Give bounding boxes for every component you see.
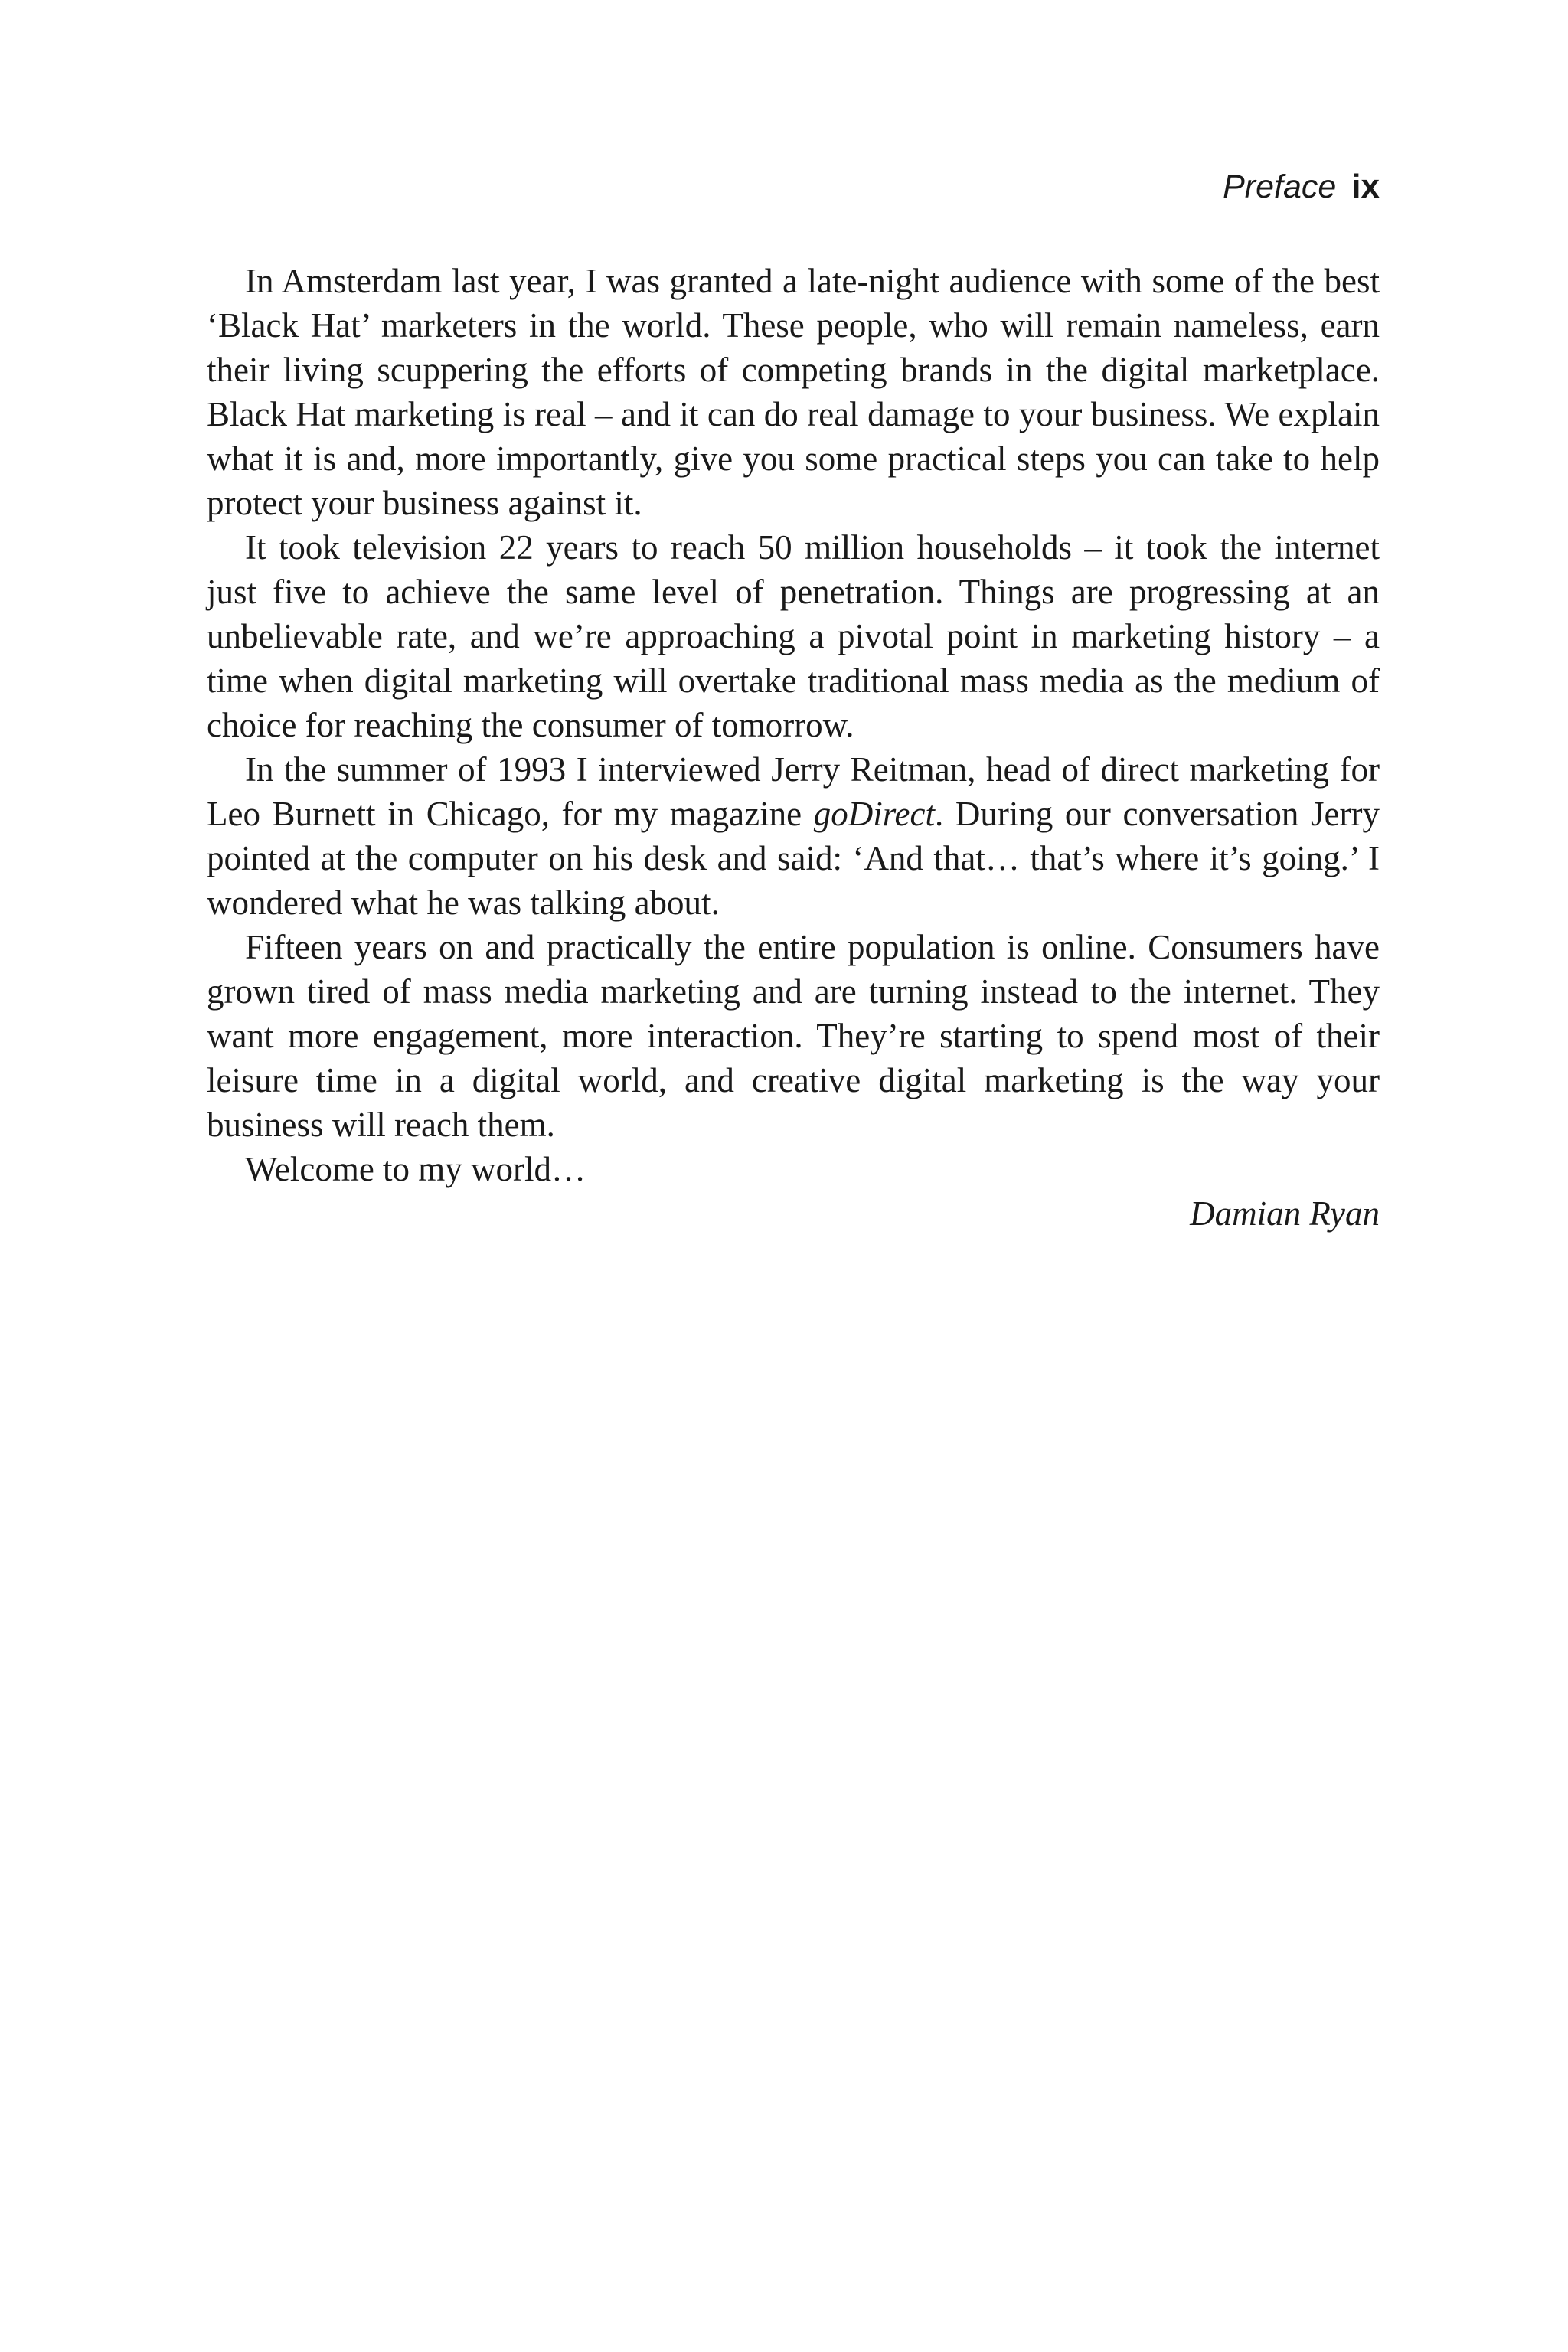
paragraph-black-hat: In Amsterdam last year, I was granted a late-night audience with some of the best ‘Black Hat’ marketers in the world. These people, who will remain nameless, earn their living scuppering the efforts of competing brands in the digital marketplace. Black Hat marketing is real – and it can do real damage to your business. We explain what it is and, more importantly, give you some practical steps you can take to help protect your business against it. [207, 262, 1380, 522]
running-head [1223, 170, 1380, 204]
paragraph-interview-before: In the summer of 1993 I interviewed Jerry Reitman, head of direct marketing for Leo Burnett in Chicago, for my magazine [207, 750, 1380, 833]
page-number: ix [1351, 168, 1380, 205]
paragraph-television: It took television 22 years to reach 50 million households – it took the internet just five to achieve the same level of penetration. Things are progressing at an unbelievable rate, and we’re approaching a pivotal point in marketing history – a time when digital marketing will overtake traditional mass media as the medium of choice for reaching the consumer of tomorrow. [207, 528, 1380, 744]
magazine-title: goDirect [813, 795, 935, 833]
paragraph-welcome: Welcome to my world… [245, 1150, 586, 1188]
paragraph-interview [207, 747, 1380, 925]
paragraph-interview-after: . During our conversation Jerry pointed at the computer on his desk and said: ‘And that… that’s where it’s going.’ I wondered what he was talking about. [207, 795, 1380, 922]
paragraph-fifteen-years: Fifteen years on and practically the entire population is online. Consumers have grown tired of mass media marketing and are turning instead to the internet. They want more engagement, more interaction. They’re starting to spend most of their leisure time in a digital world, and creative digital marketing is the way your business will reach them. [207, 928, 1380, 1144]
running-head-section: Preface [1223, 168, 1337, 205]
body-text [207, 259, 1380, 1236]
author-signature: Damian Ryan [1190, 1194, 1380, 1233]
